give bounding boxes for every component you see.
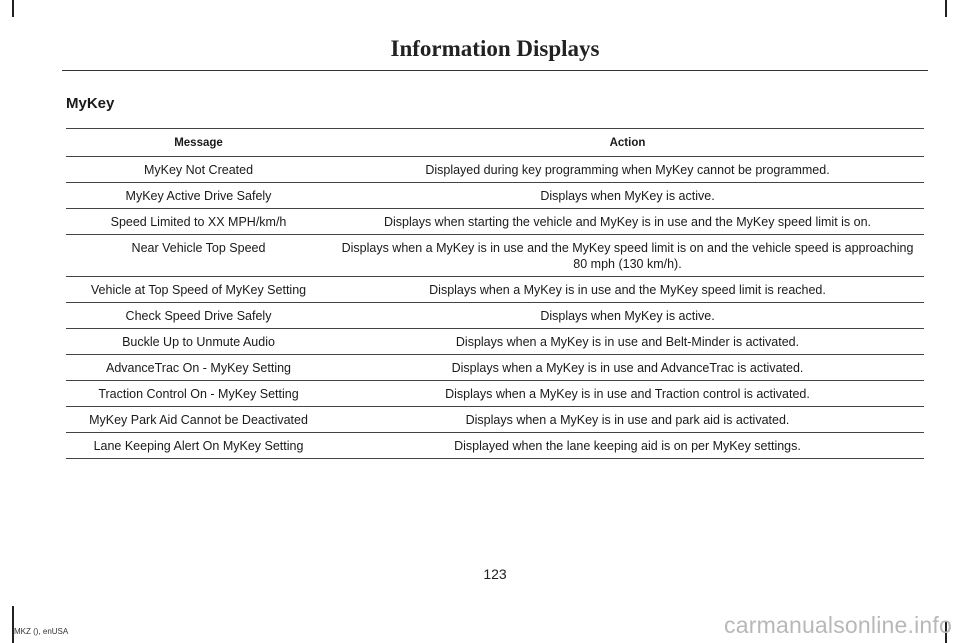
watermark: carmanualsonline.info <box>724 612 952 638</box>
section-title: MyKey <box>66 95 115 112</box>
action-cell: Displayed during key programming when MyKey cannot be programmed. <box>331 157 924 183</box>
message-cell: Near Vehicle Top Speed <box>66 235 331 277</box>
table-row <box>66 183 924 209</box>
action-cell: Displays when a MyKey is in use and park aid is activated. <box>331 407 924 433</box>
mykey-messages-table <box>66 128 924 459</box>
message-cell: Speed Limited to XX MPH/km/h <box>66 209 331 235</box>
crop-mark-top-left <box>12 0 14 17</box>
message-cell: AdvanceTrac On - MyKey Setting <box>66 355 331 381</box>
message-cell: MyKey Not Created <box>66 157 331 183</box>
table-row <box>66 329 924 355</box>
message-cell: Buckle Up to Unmute Audio <box>66 329 331 355</box>
message-cell: Traction Control On - MyKey Setting <box>66 381 331 407</box>
footer-model-code: MKZ (), enUSA <box>14 627 69 636</box>
action-cell: Displays when starting the vehicle and MyKey is in use and the MyKey speed limit is on. <box>331 209 924 235</box>
page-number: 123 <box>483 566 507 582</box>
header-divider <box>62 70 928 71</box>
message-cell: Lane Keeping Alert On MyKey Setting <box>66 433 331 459</box>
action-cell: Displays when MyKey is active. <box>331 303 924 329</box>
message-cell: MyKey Active Drive Safely <box>66 183 331 209</box>
table-row <box>66 433 924 459</box>
action-cell: Displays when a MyKey is in use and the MyKey speed limit is on and the vehicle speed is approaching 80 mph (130 km/h). <box>331 235 924 277</box>
action-cell: Displays when a MyKey is in use and the MyKey speed limit is reached. <box>331 277 924 303</box>
table-row <box>66 209 924 235</box>
table-row <box>66 277 924 303</box>
table-row <box>66 381 924 407</box>
message-cell: Vehicle at Top Speed of MyKey Setting <box>66 277 331 303</box>
message-cell: MyKey Park Aid Cannot be Deactivated <box>66 407 331 433</box>
table-header-row <box>66 129 924 157</box>
action-cell: Displays when a MyKey is in use and Belt-Minder is activated. <box>331 329 924 355</box>
page-header-title: Information Displays <box>390 36 600 61</box>
table-row <box>66 407 924 433</box>
action-cell: Displays when a MyKey is in use and AdvanceTrac is activated. <box>331 355 924 381</box>
table-row <box>66 355 924 381</box>
crop-mark-bottom-left <box>12 606 14 643</box>
action-cell: Displays when MyKey is active. <box>331 183 924 209</box>
action-cell: Displays when a MyKey is in use and Traction control is activated. <box>331 381 924 407</box>
table-row <box>66 303 924 329</box>
column-header-message: Message <box>66 129 331 157</box>
crop-mark-top-right <box>945 0 947 17</box>
column-header-action: Action <box>331 129 924 157</box>
action-cell: Displayed when the lane keeping aid is on per MyKey settings. <box>331 433 924 459</box>
message-cell: Check Speed Drive Safely <box>66 303 331 329</box>
table-row <box>66 157 924 183</box>
table-row <box>66 235 924 277</box>
